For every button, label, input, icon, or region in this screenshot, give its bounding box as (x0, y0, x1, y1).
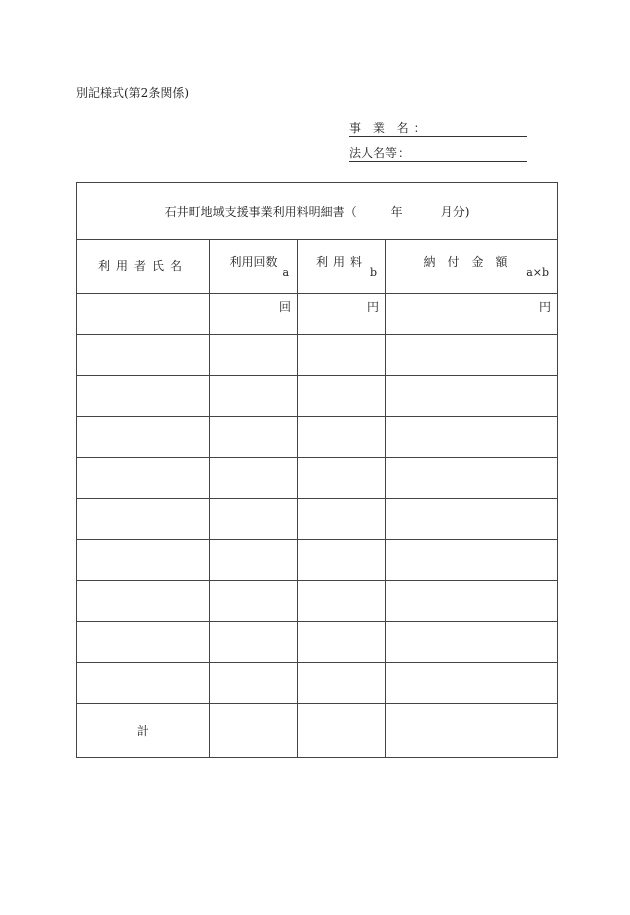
total-row (77, 704, 558, 758)
table-row (77, 581, 558, 622)
amount-cell[interactable] (386, 499, 558, 540)
usage-count-cell[interactable] (210, 376, 298, 417)
table-row (77, 663, 558, 704)
amount-cell[interactable] (386, 540, 558, 581)
usage-count-cell[interactable] (210, 663, 298, 704)
header-user-name-text: 利用者氏名 (97, 259, 188, 273)
table-row (77, 417, 558, 458)
usage-count-cell[interactable] (210, 294, 298, 335)
table-row (77, 376, 558, 417)
fee-cell[interactable] (298, 663, 386, 704)
user-name-cell[interactable] (77, 417, 210, 458)
header-fee-text: 利用料 (315, 255, 367, 269)
statement-title-text: 石井町地域支援事業利用料明細書（ (164, 204, 357, 219)
user-name-cell[interactable] (77, 294, 210, 335)
fee-cell[interactable] (298, 376, 386, 417)
amount-cell[interactable] (386, 622, 558, 663)
header-amount-sub: a×b (526, 266, 550, 279)
usage-count-cell[interactable] (210, 499, 298, 540)
total-amount-cell[interactable] (386, 704, 558, 758)
form-label: 別記様式(第2条関係) (76, 86, 189, 100)
table-row (77, 458, 558, 499)
amount-cell[interactable] (386, 335, 558, 376)
business-name-colon: ： (413, 121, 426, 135)
business-name-field[interactable] (349, 121, 527, 137)
usage-count-cell[interactable] (210, 417, 298, 458)
usage-count-cell[interactable] (210, 540, 298, 581)
amount-cell[interactable] (386, 663, 558, 704)
usage-count-cell[interactable] (210, 622, 298, 663)
fee-statement-table (76, 182, 558, 758)
amount-unit: 円 (539, 300, 552, 314)
user-name-cell[interactable] (77, 663, 210, 704)
header-usage-count-text: 利用回数 (229, 255, 278, 269)
amount-cell[interactable] (386, 294, 558, 335)
user-name-cell[interactable] (77, 540, 210, 581)
user-name-cell[interactable] (77, 622, 210, 663)
fee-cell[interactable] (298, 294, 386, 335)
total-fee-cell[interactable] (298, 704, 386, 758)
business-name-label: 事 業 名 (349, 121, 413, 135)
fee-cell[interactable] (298, 540, 386, 581)
corporation-name-label: 法人名等 (349, 146, 398, 160)
total-label: 計 (77, 704, 210, 758)
user-name-cell[interactable] (77, 376, 210, 417)
table-row (77, 540, 558, 581)
fee-cell[interactable] (298, 499, 386, 540)
amount-cell[interactable] (386, 458, 558, 499)
usage-count-cell[interactable] (210, 581, 298, 622)
user-name-cell[interactable] (77, 499, 210, 540)
table-row (77, 622, 558, 663)
count-unit: 回 (278, 300, 291, 314)
fee-cell[interactable] (298, 458, 386, 499)
usage-count-cell[interactable] (210, 335, 298, 376)
fee-cell[interactable] (298, 417, 386, 458)
corporation-name-colon: ： (398, 146, 411, 160)
header-user-name (77, 240, 210, 294)
header-amount-text: 納付金額 (423, 255, 520, 269)
header-fee-sub: b (369, 266, 377, 279)
amount-cell[interactable] (386, 376, 558, 417)
year-label: 年 (390, 204, 403, 219)
user-name-cell[interactable] (77, 458, 210, 499)
header-usage-count (210, 240, 298, 294)
user-name-cell[interactable] (77, 335, 210, 376)
fee-cell[interactable] (298, 335, 386, 376)
amount-cell[interactable] (386, 417, 558, 458)
table-row (77, 335, 558, 376)
header-usage-count-sub: a (282, 266, 289, 279)
header-amount (386, 240, 558, 294)
fee-cell[interactable] (298, 622, 386, 663)
table-row (77, 294, 558, 335)
usage-count-cell[interactable] (210, 458, 298, 499)
corporation-name-field[interactable] (349, 146, 527, 162)
fee-cell[interactable] (298, 581, 386, 622)
header-fee (298, 240, 386, 294)
month-label: 月分) (440, 204, 470, 219)
table-row (77, 499, 558, 540)
amount-cell[interactable] (386, 581, 558, 622)
fee-unit: 円 (366, 300, 379, 314)
statement-title (77, 183, 558, 240)
total-count-cell[interactable] (210, 704, 298, 758)
user-name-cell[interactable] (77, 581, 210, 622)
